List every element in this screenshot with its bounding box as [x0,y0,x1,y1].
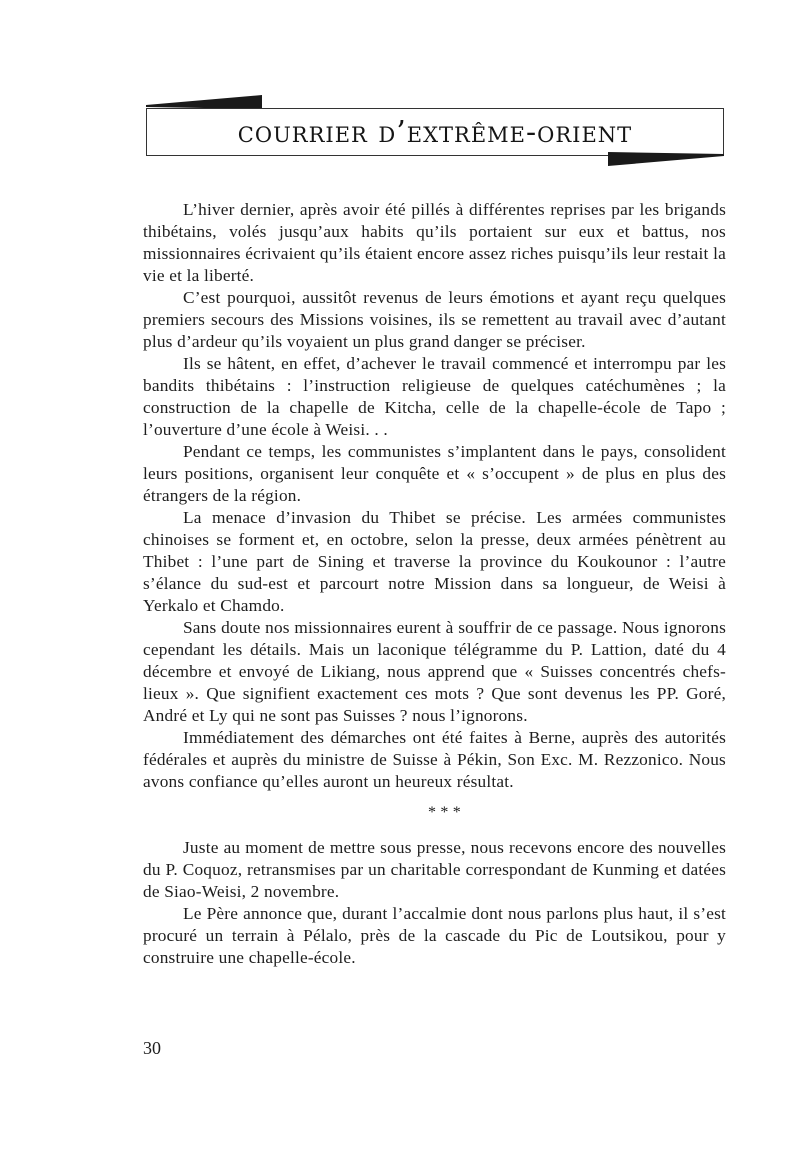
paragraph: Ils se hâtent, en effet, d’achever le travail commencé et interrompu par les bandits thibétains : l’instruction religieuse de quelques catéchumènes ; la construction de la chapelle de Kitcha, celle de la chapelle-école de Tapo ; l’ouverture d’une école à Weisi. . . [143,354,726,439]
article-body [143,199,726,969]
paragraph: Pendant ce temps, les communistes s’implantent dans le pays, consolident leurs positions, organisent leur conquête et « s’occupent » de plus en plus des étrangers de la région. [143,442,726,505]
page-title: courrier d’extrême-orient [237,115,633,150]
page-number: 30 [143,1038,161,1058]
paragraph: Juste au moment de mettre sous presse, nous recevons encore des nouvelles du P. Coquoz, retransmises par un charitable correspondant de Kunming et datées de Siao-Weisi, 2 novembre. [143,838,726,901]
paragraph: La menace d’invasion du Thibet se précise. Les armées communistes chinoises se forment et, en octobre, selon la presse, deux armées pénètrent au Thibet : l’une part de Sining et traverse la province du Koukounor : l’autre s’élance du sud-est et parcourt notre Mission dans sa longueur, de Weisi à Yerkalo et Chamdo. [143,508,726,615]
section-separator: * * * [428,804,461,821]
paragraph: Sans doute nos missionnaires eurent à souffrir de ce passage. Nous ignorons cependant les détails. Mais un laconique télégramme du P. Lattion, daté du 4 décembre et envoyé de Likiang, nous apprend que « Suisses concentrés chefs-lieux ». Que signifient exactement ces mots ? Que sont devenus les PP. Goré, André et Ly qui ne sont pas Suisses ? nous l’ignorons. [143,618,726,725]
header-bar-top [146,95,262,109]
header-bar-bottom [608,152,724,166]
paragraph: L’hiver dernier, après avoir été pillés à différentes reprises par les brigands thibétains, volés jusqu’aux habits qu’ils portaient sur eux et battus, nos missionnaires écrivaient qu’ils étaient encore assez riches puisqu’ils leur restait la vie et la liberté. [143,200,726,285]
section-header [146,95,724,175]
paragraph: Le Père annonce que, durant l’accalmie dont nous parlons plus haut, il s’est procuré un terrain à Pélalo, près de la cascade du Pic de Loutsikou, pour y construire une chapelle-école. [143,904,726,967]
paragraph: Immédiatement des démarches ont été faites à Berne, auprès des autorités fédérales et auprès du ministre de Suisse à Pékin, Son Exc. M. Rezzonico. Nous avons confiance qu’elles auront un heureux résultat. [143,728,726,791]
paragraph: C’est pourquoi, aussitôt revenus de leurs émotions et ayant reçu quelques premiers secours des Missions voisines, ils se remettent au travail avec d’autant plus d’ardeur qu’ils voyaient un plus grand danger se préciser. [143,288,726,351]
